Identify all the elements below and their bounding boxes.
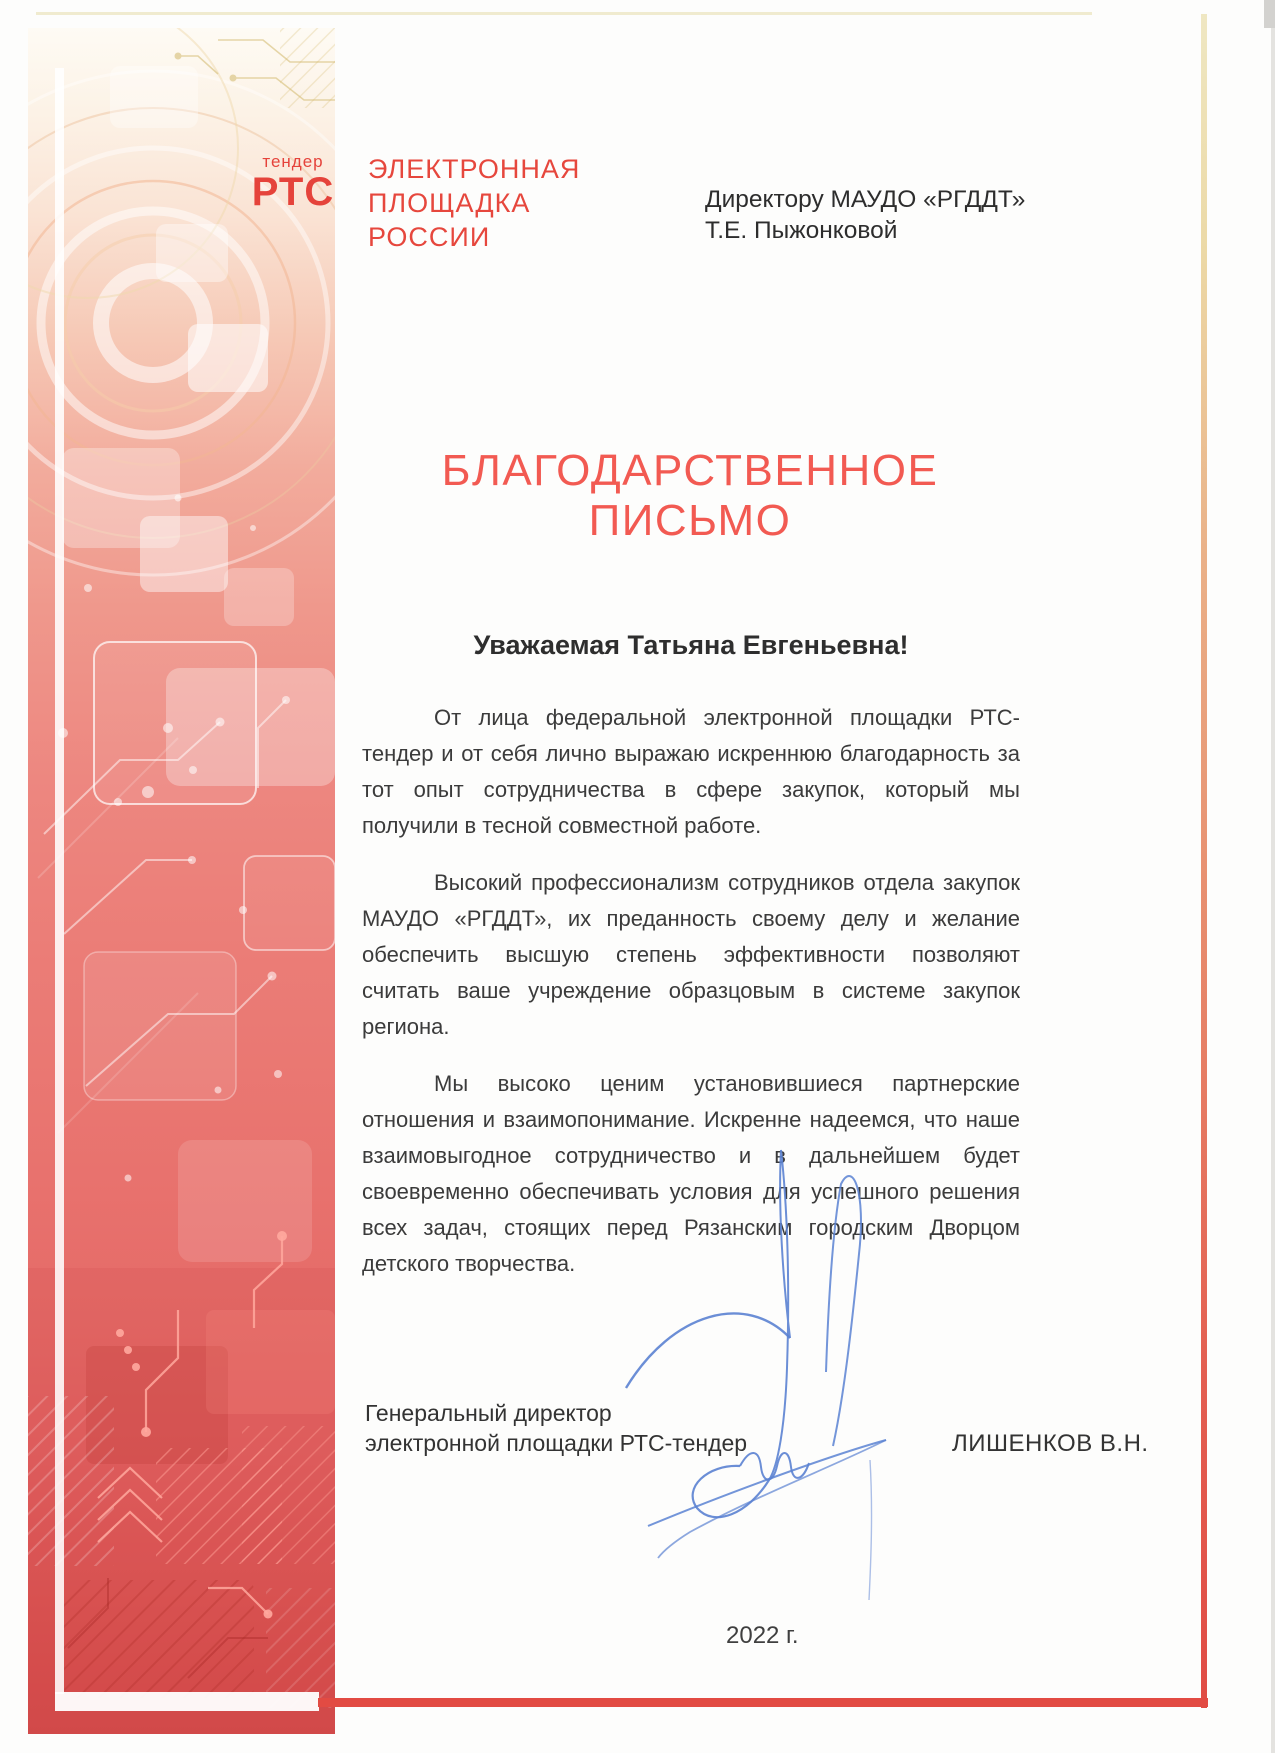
logo-rts-label: РТС [251,170,335,214]
band-decor-svg [28,28,335,1734]
signature-scribble-icon [620,1130,910,1610]
band-bottom-circuitry [28,1231,335,1734]
brand-block [368,152,580,254]
salutation: Уважаемая Татьяна Евгеньевна! [473,630,909,660]
paragraph-1: От лица федеральной электронной площадки РТС-тендер и от себя лично выражаю искреннюю благодарность за тот опыт сотрудничества в сфере закупок, который мы получили в тесной совместной работе. [362,705,1020,838]
scan-corner-artifact [1264,0,1275,28]
frame-bottom-line [318,1698,1208,1707]
scan-right-edge [1271,0,1275,1753]
year-label: 2022 г. [726,1622,799,1649]
band-tiles [62,66,335,1262]
band-white-stripe-horizontal [55,1692,319,1711]
logo-tender-label: тендер [262,152,324,171]
signature-position-line-2: электронной площадки РТС-тендер [365,1430,748,1456]
addressee-block [705,184,1025,246]
frame-top-line [36,12,1092,15]
paragraph-3: Мы высоко ценим установившиеся партнерские отношения и взаимопонимание. Искренне надеемся, что наше взаимовыгодное сотрудничество и в дальнейшем будет своевременно обеспечивать условия для успешного решения всех задач, стоящих перед Рязанским городским Дворцом детского творчества. [362,1071,1020,1276]
signature-name: ЛИШЕНКОВ В.Н. [952,1430,1149,1457]
brand-line-1: ЭЛЕКТРОННАЯ [368,154,581,184]
addressee-line-1: Директору МАУДО «РГДДТ» [705,186,1026,213]
paragraph-2: Высокий профессионализм сотрудников отдела закупок МАУДО «РГДДТ», их преданность своему делу и желание обеспечить высшую степень эффективности позволяют считать ваше учреждение образцовым в системе закупок региона. [362,870,1020,1039]
band-white-stripe-vertical [55,68,64,1694]
brand-line-2: ПЛОЩАДКА [368,188,531,218]
left-decorative-band [28,28,335,1734]
letter-title: БЛАГОДАРСТВЕННОЕ ПИСЬМО [441,446,939,545]
signature-position-line-1: Генеральный директор [365,1400,612,1426]
rts-tender-logo [248,152,338,212]
frame-right-line [1201,14,1207,1708]
addressee-line-2: Т.Е. Пыжонковой [705,217,898,244]
brand-line-3: РОССИИ [368,222,491,252]
